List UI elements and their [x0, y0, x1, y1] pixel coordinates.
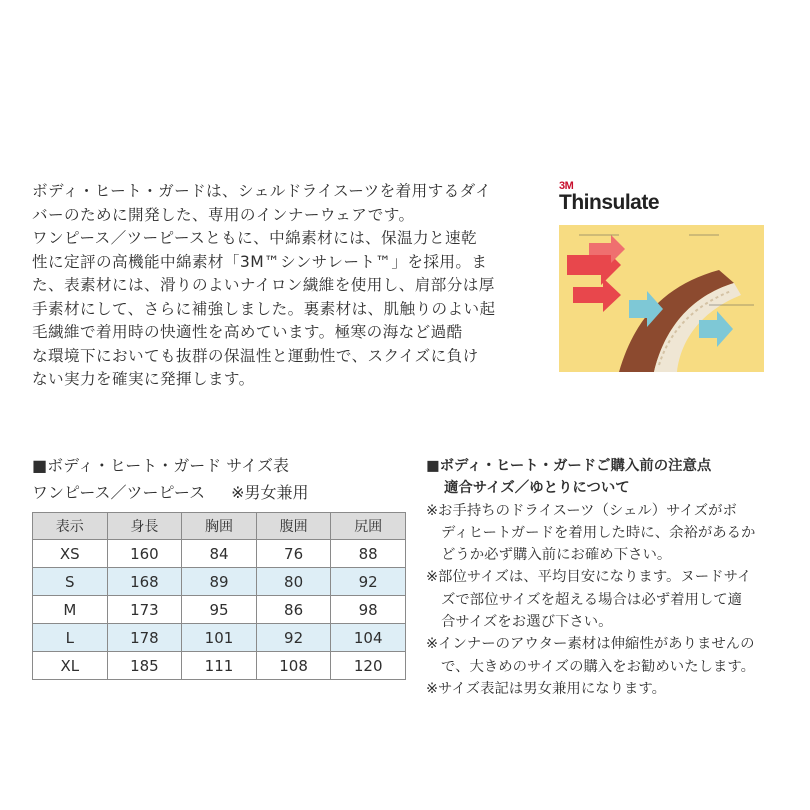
table-cell: 120 — [331, 652, 406, 680]
notes-line: どうか必ず購入前にお確め下さい。 — [441, 547, 672, 564]
table-cell: M — [33, 596, 108, 624]
intro-line: バーのために開発した、専用のインナーウェアです。 — [32, 205, 415, 224]
notes-line: ※サイズ表記は男女兼用になります。 — [426, 680, 667, 697]
size-table — [32, 512, 406, 680]
intro-paragraph — [32, 180, 530, 392]
intro-line: な環境下においても抜群の保温性と運動性で、スクイズに負け — [32, 346, 479, 365]
table-cell: 98 — [331, 596, 406, 624]
column-header-height: 身長 — [107, 513, 182, 540]
size-table-heading: ■ボディ・ヒート・ガード サイズ表 — [32, 456, 290, 475]
intro-line: ボディ・ヒート・ガードは、シェルドライスーツを着用するダイ — [32, 182, 492, 200]
table-cell: 92 — [256, 624, 331, 652]
table-cell: 88 — [331, 540, 406, 568]
intro-line: 毛繊維で着用時の快適性を高めています。極寒の海など過酷 — [32, 323, 463, 341]
insulation-diagram — [559, 225, 764, 372]
purchase-notes — [426, 455, 804, 700]
table-row — [33, 568, 406, 596]
table-cell: 84 — [182, 540, 257, 568]
table-cell: 92 — [331, 568, 406, 596]
notes-line: ※お手持ちのドライスーツ（シェル）サイズがボ — [426, 502, 737, 519]
table-cell: 111 — [182, 652, 257, 680]
table-cell: XS — [33, 540, 108, 568]
notes-subheading: 適合サイズ／ゆとりについて — [444, 480, 630, 497]
intro-line: ない実力を確実に発揮します。 — [32, 370, 255, 388]
column-header-chest: 胸囲 — [182, 513, 257, 540]
table-cell: 108 — [256, 652, 331, 680]
table-header-row — [33, 513, 406, 540]
column-header-hip: 尻囲 — [331, 513, 406, 540]
column-header-size: 表示 — [33, 513, 108, 540]
table-cell: 168 — [107, 568, 182, 596]
intro-line: ワンピース／ツーピースともに、中綿素材には、保温力と速乾 — [32, 229, 478, 247]
intro-line: 性に定評の高機能中綿素材「3M™シンサレート™」を採用。ま — [32, 252, 488, 271]
table-cell: 185 — [107, 652, 182, 680]
table-row — [33, 596, 406, 624]
table-cell: 89 — [182, 568, 257, 596]
size-table-note: ※男女兼用 — [231, 483, 309, 502]
table-cell: 95 — [182, 596, 257, 624]
insulation-cross-section-diagram — [559, 225, 764, 372]
logo-brand: 3M — [559, 180, 574, 192]
table-cell: 86 — [256, 596, 331, 624]
intro-line: 手素材にして、さらに補強しました。裏素材は、肌触りのよい起 — [32, 299, 496, 318]
table-cell: 101 — [182, 624, 257, 652]
table-cell: 104 — [331, 624, 406, 652]
logo-name: Thinsulate — [559, 191, 660, 214]
table-cell: 178 — [107, 624, 182, 652]
table-cell: XL — [33, 652, 108, 680]
table-row — [33, 540, 406, 568]
table-cell: 80 — [256, 568, 331, 596]
notes-line: ※インナーのアウター素材は伸縮性がありませんの — [426, 636, 755, 653]
table-row — [33, 652, 406, 680]
notes-line: 合サイズをお選び下さい。 — [441, 614, 613, 631]
notes-line: ズで部位サイズを超える場合は必ず着用して適 — [441, 591, 743, 608]
table-row — [33, 624, 406, 652]
thinsulate-logo — [559, 181, 679, 214]
column-header-waist: 腹囲 — [256, 513, 331, 540]
table-cell: 173 — [107, 596, 182, 624]
notes-line: ※部位サイズは、平均目安になります。ヌードサイ — [426, 569, 752, 586]
size-table-subtitle-row — [32, 482, 309, 504]
notes-line: ディヒートガードを着用した時に、余裕があるか — [441, 524, 756, 541]
notes-heading: ■ボディ・ヒート・ガードご購入前の注意点 — [426, 458, 712, 474]
notes-line: で、大きめのサイズの購入をお勧めいたします。 — [441, 658, 756, 675]
table-cell: S — [33, 568, 108, 596]
table-cell: 76 — [256, 540, 331, 568]
table-cell: L — [33, 624, 108, 652]
size-table-subtitle: ワンピース／ツーピース — [32, 483, 206, 502]
intro-line: た、表素材には、滑りのよいナイロン繊維を使用し、肩部分は厚 — [32, 276, 495, 294]
table-cell: 160 — [107, 540, 182, 568]
